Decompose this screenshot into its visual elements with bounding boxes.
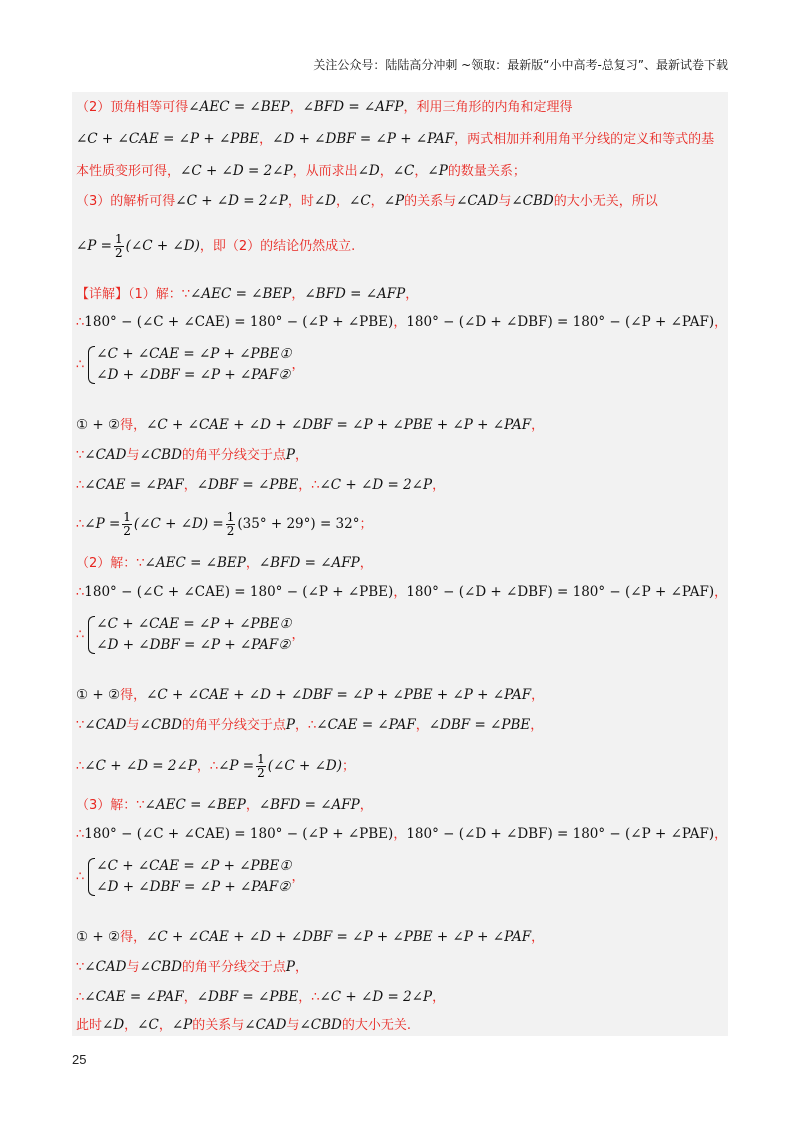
part2-line-6: ∴∠C + ∠D = 2∠P，∴∠P = $\frac{1}{2}$ (∠C + ∠D)；: [76, 752, 355, 780]
part2-line-4: ① + ②得，∠C + ∠CAE + ∠D + ∠DBF = ∠P + ∠PBE + ∠P + ∠PAF，: [76, 687, 545, 703]
intro-line-5: ∠P = $\frac{1}{2}$ (∠C + ∠D)，即（2）的结论仍然成立.: [76, 232, 356, 260]
part2-line-2: ∴180° − (∠C + ∠CAE) = 180° − (∠P + ∠PBE)，180° − (∠D + ∠DBF) = 180° − (∠P + ∠PAF)，: [76, 584, 728, 600]
part3-line-4: ① + ②得，∠C + ∠CAE + ∠D + ∠DBF = ∠P + ∠PBE + ∠P + ∠PAF，: [76, 929, 545, 945]
part3-line-2: ∴180° − (∠C + ∠CAE) = 180° − (∠P + ∠PBE)，180° − (∠D + ∠DBF) = 180° − (∠P + ∠PAF)，: [76, 826, 728, 842]
part3-line-1: （3）解：∵∠AEC = ∠BEP，∠BFD = ∠AFP，: [76, 797, 373, 813]
part1-line-4: ① + ②得，∠C + ∠CAE + ∠D + ∠DBF = ∠P + ∠PBE + ∠P + ∠PAF，: [76, 417, 545, 433]
part2-line-1: （2）解：∵∠AEC = ∠BEP，∠BFD = ∠AFP，: [76, 555, 373, 571]
page-number: 25: [72, 1052, 87, 1067]
equation-system: ∠C + ∠CAE = ∠P + ∠PBE① ∠D + ∠DBF = ∠P + ∠PAF②: [86, 344, 291, 386]
part3-line-3: ∴ ∠C + ∠CAE = ∠P + ∠PBE① ∠D + ∠DBF = ∠P + ∠PAF② ，: [76, 856, 305, 898]
part1-line-2: ∴180° − (∠C + ∠CAE) = 180° − (∠P + ∠PBE)，180° − (∠D + ∠DBF) = 180° − (∠P + ∠PAF)，: [76, 314, 728, 330]
intro-line-2: ∠C + ∠CAE = ∠P + ∠PBE，∠D + ∠DBF = ∠P + ∠PAF，两式相加并利用角平分线的定义和等式的基: [76, 131, 715, 147]
part1-line-1: 【详解】（1）解：∵∠AEC = ∠BEP，∠BFD = ∠AFP，: [76, 286, 419, 302]
part3-line-5: ∵∠CAD与∠CBD的角平分线交于点P，: [76, 959, 309, 975]
part1-line-3: ∴ ∠C + ∠CAE = ∠P + ∠PBE① ∠D + ∠DBF = ∠P + ∠PAF② ，: [76, 344, 305, 386]
part3-line-7: 此时∠D，∠C，∠P的关系与∠CAD与∠CBD的大小无关.: [76, 1017, 412, 1033]
part1-line-6: ∴∠CAE = ∠PAF，∠DBF = ∠PBE，∴∠C + ∠D = 2∠P，: [76, 477, 446, 493]
fraction: $\frac{1}{2}$: [115, 232, 123, 260]
page-header: 关注公众号：陆陆高分冲刺 ~领取：最新版“小中高考-总复习”、最新试卷下载: [313, 58, 728, 72]
intro-line-1: （2）顶角相等可得∠AEC = ∠BEP，∠BFD = ∠AFP，利用三角形的内角和定理得: [76, 99, 573, 115]
intro-line-3: 本性质变形可得，∠C + ∠D = 2∠P，从而求出∠D，∠C，∠P的数量关系；: [76, 163, 526, 179]
intro-line-4: （3）的解析可得∠C + ∠D = 2∠P，时∠D，∠C，∠P的关系与∠CAD与∠CBD的大小无关，所以: [76, 193, 658, 209]
fraction: $\frac{1}{2}$: [257, 752, 265, 780]
part2-line-5: ∵∠CAD与∠CBD的角平分线交于点P，∴∠CAE = ∠PAF，∠DBF = ∠PBE，: [76, 717, 544, 733]
part1-line-5: ∵∠CAD与∠CBD的角平分线交于点P，: [76, 447, 309, 463]
part3-line-6: ∴∠CAE = ∠PAF，∠DBF = ∠PBE，∴∠C + ∠D = 2∠P，: [76, 989, 446, 1005]
part1-line-7: ∴∠P = $\frac{1}{2}$ (∠C + ∠D) = $\frac{1}{2}$ (35° + 29°) = 32°；: [76, 510, 373, 538]
fraction: $\frac{1}{2}$: [123, 510, 131, 538]
fraction: $\frac{1}{2}$: [226, 510, 235, 538]
solution-panel: [72, 92, 728, 1036]
equation-system: ∠C + ∠CAE = ∠P + ∠PBE① ∠D + ∠DBF = ∠P + ∠PAF②: [86, 856, 291, 898]
part2-line-3: ∴ ∠C + ∠CAE = ∠P + ∠PBE① ∠D + ∠DBF = ∠P + ∠PAF② ，: [76, 614, 305, 656]
equation-system: ∠C + ∠CAE = ∠P + ∠PBE① ∠D + ∠DBF = ∠P + ∠PAF②: [86, 614, 291, 656]
